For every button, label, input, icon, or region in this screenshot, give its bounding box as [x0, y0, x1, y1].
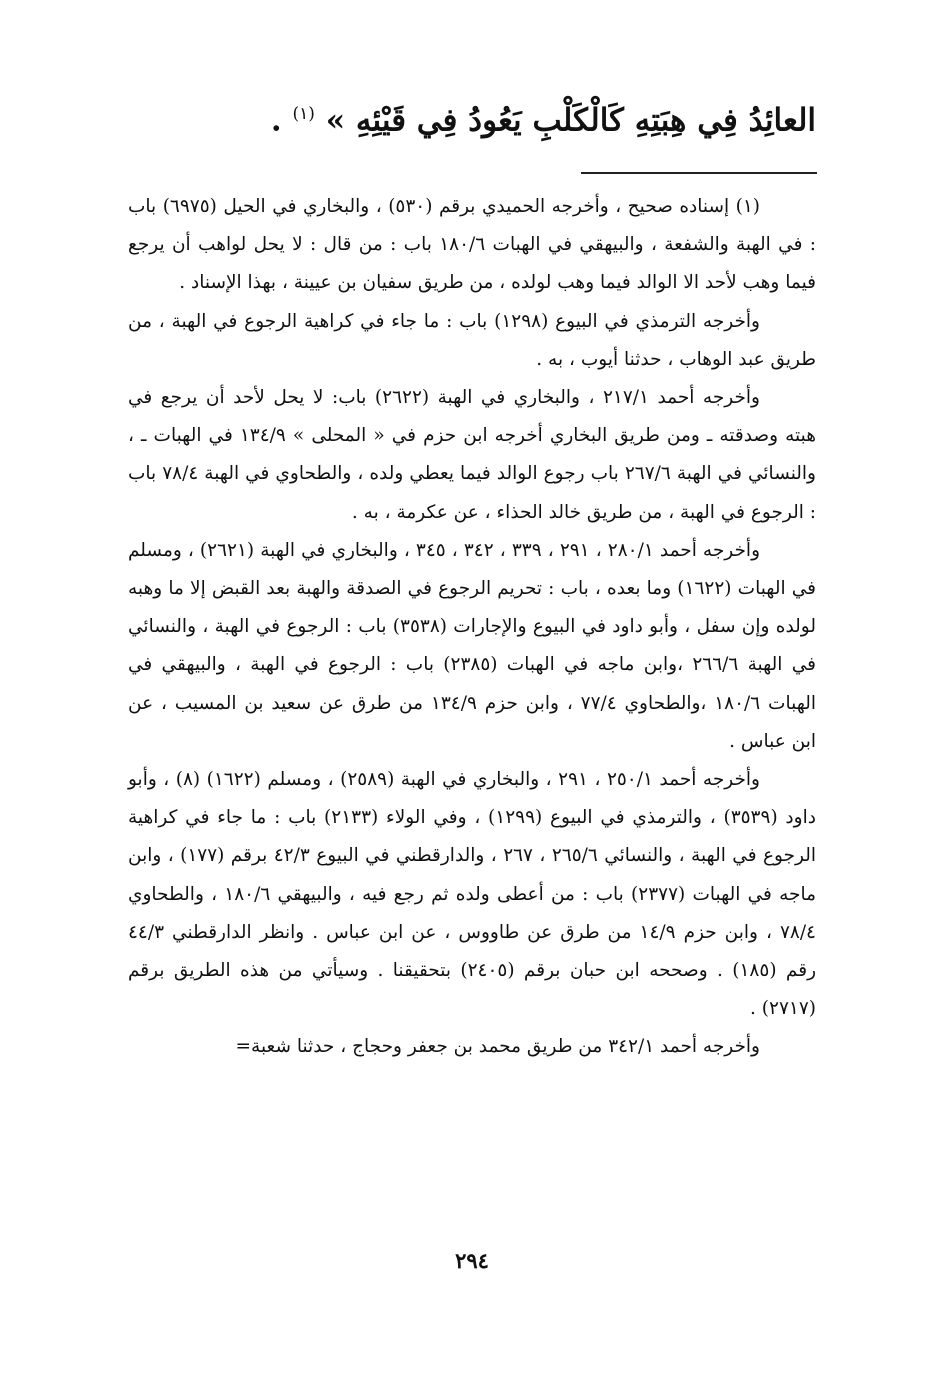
footnote-paragraph-5: وأخرجه أحمد ٢٥٠/١ ، ٢٩١ ، والبخاري في الهبة (٢٥٨٩) ، ومسلم (١٦٢٢) (٨) ، وأبو داود (٣٥٣٩) ، والترمذي في البيوع (١٢٩٩) ، وفي الولاء (٢١٣٣) باب : ما جاء في كراهية الرجوع في الهبة ، والنسائي ٢٦٥/٦ ، ٢٦٧ ، والدارقطني في البيوع ٤٢/٣ برقم (١٧٧) ، وابن ماجه في الهبات (٢٣٧٧) باب : من أعطى ولده ثم رجع فيه ، والبيهقي ١٨٠/٦ ، والطحاوي ٧٨/٤ ، وابن حزم ١٤/٩ من طرق عن طاووس ، عن ابن عباس . وانظر الدارقطني ٤٤/٣ رقم (١٨٥) . وصححه ابن حبان برقم (٢٤٠٥) بتحقيقنا . وسيأتي من هذه الطريق برقم (٢٧١٧) . — [128, 769, 816, 1020]
footnote-paragraph-3: وأخرجه أحمد ٢١٧/١ ، والبخاري في الهبة (٢٦٢٢) باب: لا يحل لأحد أن يرجع في هبته وصدقته ـ ومن طريق البخاري أخرجه ابن حزم في « المحلى » ١٣٤/٩ في الهبات ـ ، والنسائي في الهبة ٢٦٧/٦ باب رجوع الوالد فيما يعطي ولده ، والطحاوي في الهبة ٧٨/٤ باب : الرجوع في الهبة ، من طريق خالد الحذاء ، عن عكرمة ، به . — [128, 387, 816, 523]
hadith-text-line — [120, 92, 816, 142]
page-number: ٢٩٤ — [455, 1248, 489, 1273]
footnote-paragraph-1: (١) إسناده صحيح ، وأخرجه الحميدي برقم (٥٣٠) ، والبخاري في الحيل (٦٩٧٥) باب : في الهبة والشفعة ، والبيهقي في الهبات ١٨٠/٦ باب : من قال : لا يحل لواهب أن يرجع فيما وهب لأحد الا الوالد فيما وهب لولده ، من طريق سفيان بن عيينة ، بهذا الإسناد . — [128, 196, 816, 294]
footnote-reference: (١) — [292, 104, 315, 124]
footnote-separator — [581, 172, 817, 174]
footnote-paragraph-2: وأخرجه الترمذي في البيوع (١٢٩٨) باب : ما جاء في كراهية الرجوع في الهبة ، من طريق عبد الوهاب ، حدثنا أيوب ، به . — [128, 310, 816, 370]
footnotes-section — [128, 188, 816, 1067]
hadith-text: العائِدُ فِي هِبَتِهِ كَالْكَلْبِ يَعُودُ فِي قَيْئِهِ » — [325, 102, 816, 139]
hadith-text-end: . — [270, 102, 282, 139]
footnote-paragraph-6: وأخرجه أحمد ٣٤٢/١ من طريق محمد بن جعفر وحجاج ، حدثنا شعبة= — [235, 1036, 760, 1058]
footnote-paragraph-4: وأخرجه أحمد ٢٨٠/١ ، ٢٩١ ، ٣٣٩ ، ٣٤٢ ، ٣٤٥ ، والبخاري في الهبة (٢٦٢١) ، ومسلم في الهبات (١٦٢٢) وما بعده ، باب : تحريم الرجوع في الصدقة والهبة بعد القبض إلا ما وهبه لولده وإن سفل ، وأبو داود في البيوع والإجارات (٣٥٣٨) باب : الرجوع في الهبة ، والنسائي في الهبة ٢٦٦/٦ ،وابن ماجه في الهبات (٢٣٨٥) باب : الرجوع في الهبة ، والبيهقي في الهبات ١٨٠/٦ ،والطحاوي ٧٧/٤ ، وابن حزم ١٣٤/٩ من طرق عن سعيد بن المسيب ، عن ابن عباس . — [128, 539, 817, 752]
